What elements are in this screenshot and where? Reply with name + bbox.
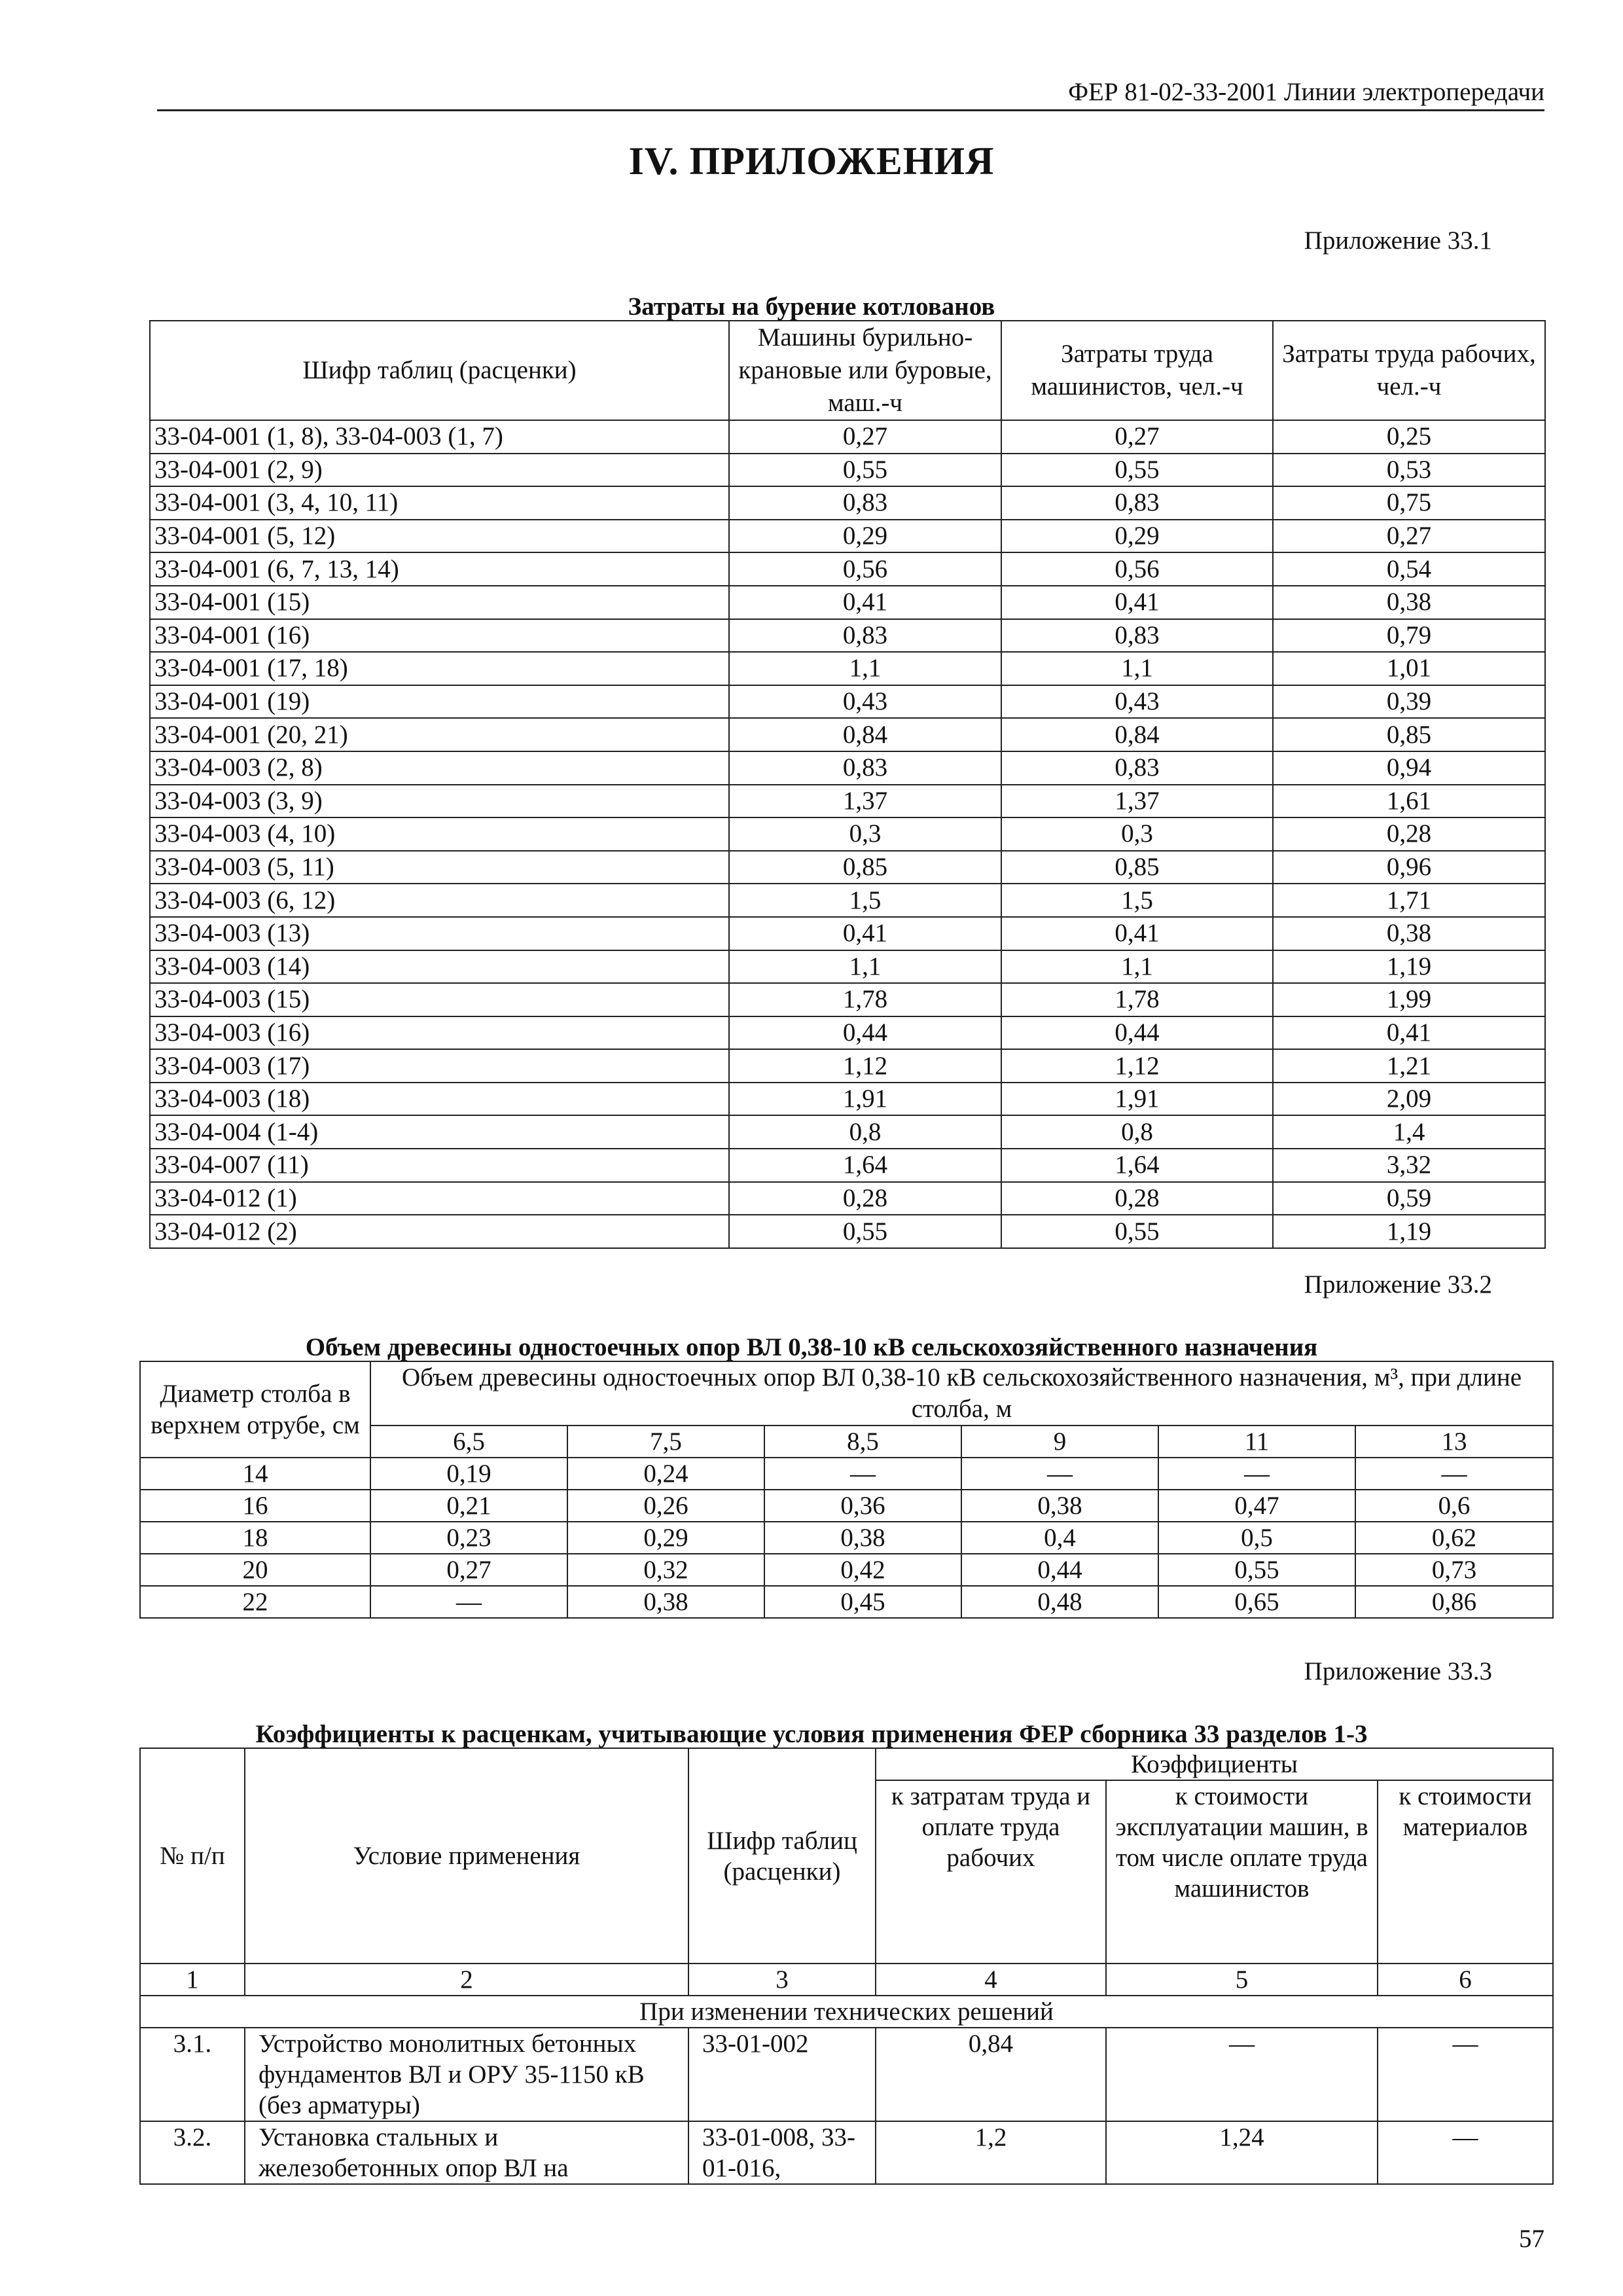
table1-cell-workers: 0,85 bbox=[1273, 718, 1545, 751]
table-row bbox=[150, 1115, 1545, 1149]
table-row bbox=[140, 2028, 1553, 2121]
table2-header-group: Объем древесины одностоечных опор ВЛ 0,38-10 кВ сельскохозяйственного назначения, м³, при длине столба, м bbox=[370, 1361, 1553, 1426]
table1-cell-workers: 1,19 bbox=[1273, 1215, 1545, 1248]
table3-header-materials: к стоимости материалов bbox=[1378, 1780, 1553, 1964]
table3-cell-num: 3.1. bbox=[140, 2028, 245, 2121]
table1-cell-code: 33-04-003 (4, 10) bbox=[150, 817, 729, 851]
table1-cell-machines: 0,44 bbox=[729, 1016, 1001, 1050]
table1-cell-workers: 0,94 bbox=[1273, 751, 1545, 785]
running-header: ФЕР 81-02-33-2001 Линии электропередачи bbox=[1068, 78, 1544, 106]
table3-header-condition: Условие применения bbox=[245, 1748, 688, 1964]
table2-cell-volume: 0,48 bbox=[961, 1586, 1158, 1618]
table-row bbox=[150, 1016, 1545, 1050]
table3-column-number: 1 bbox=[140, 1964, 245, 1996]
table-row bbox=[150, 1149, 1545, 1182]
table2-cell-volume: 0,42 bbox=[764, 1554, 961, 1586]
table3-column-numbers-row bbox=[140, 1964, 1553, 1996]
table1-cell-code: 33-04-003 (5, 11) bbox=[150, 851, 729, 884]
table1-cell-machines: 0,41 bbox=[729, 586, 1001, 619]
table1-cell-machines: 1,78 bbox=[729, 983, 1001, 1016]
table-row bbox=[150, 685, 1545, 719]
table1-cell-code: 33-04-001 (6, 7, 13, 14) bbox=[150, 552, 729, 586]
table2-cell-volume: — bbox=[1158, 1458, 1355, 1490]
table1-cell-code: 33-04-003 (17) bbox=[150, 1049, 729, 1083]
table1-cell-workers: 0,25 bbox=[1273, 420, 1545, 454]
table1-cell-machines: 1,5 bbox=[729, 884, 1001, 917]
table1-cell-operators: 0,8 bbox=[1001, 1115, 1273, 1149]
table1-cell-workers: 3,32 bbox=[1273, 1149, 1545, 1182]
table1-cell-code: 33-04-003 (14) bbox=[150, 950, 729, 984]
table3-header-labor: к затратам труда и оплате труда рабочих bbox=[876, 1780, 1106, 1964]
table2-cell-volume: 0,19 bbox=[370, 1458, 567, 1490]
table1-cell-machines: 0,8 bbox=[729, 1115, 1001, 1149]
table3-cell-labor: 1,2 bbox=[876, 2121, 1106, 2184]
appendix-label-33-1: Приложение 33.1 bbox=[1304, 226, 1492, 255]
table1-cell-workers: 1,21 bbox=[1273, 1049, 1545, 1083]
table1-cell-machines: 0,43 bbox=[729, 685, 1001, 719]
table1-cell-workers: 1,99 bbox=[1273, 983, 1545, 1016]
table1-header-operators: Затраты труда машинистов, чел.-ч bbox=[1001, 321, 1273, 420]
table2-cell-volume: — bbox=[961, 1458, 1158, 1490]
table2-length-header: 6,5 bbox=[370, 1426, 567, 1458]
table1-cell-machines: 0,83 bbox=[729, 486, 1001, 520]
table2-cell-volume: 0,36 bbox=[764, 1490, 961, 1522]
table1-cell-workers: 1,61 bbox=[1273, 785, 1545, 818]
table-row bbox=[150, 486, 1545, 520]
table1-cell-operators: 1,37 bbox=[1001, 785, 1273, 818]
table1-cell-machines: 0,27 bbox=[729, 420, 1001, 454]
table3-cell-condition: Устройство монолитных бетонных фундаментов ВЛ и ОРУ 35-1150 кВ (без арматуры) bbox=[245, 2028, 688, 2121]
table-row bbox=[150, 817, 1545, 851]
table1-cell-machines: 0,41 bbox=[729, 917, 1001, 950]
table2-cell-volume: 0,44 bbox=[961, 1554, 1158, 1586]
table-row bbox=[150, 950, 1545, 984]
table1-cell-machines: 0,3 bbox=[729, 817, 1001, 851]
table3-cell-condition: Установка стальных и железобетонных опор ВЛ на bbox=[245, 2121, 688, 2184]
table1-cell-code: 33-04-001 (16) bbox=[150, 619, 729, 653]
table1-cell-operators: 0,55 bbox=[1001, 1215, 1273, 1248]
table2-cell-volume: 0,55 bbox=[1158, 1554, 1355, 1586]
table1-cell-code: 33-04-004 (1-4) bbox=[150, 1115, 729, 1149]
table1-header-code: Шифр таблиц (расценки) bbox=[150, 321, 729, 420]
table1-cell-code: 33-04-012 (1) bbox=[150, 1182, 729, 1215]
table1-cell-machines: 1,1 bbox=[729, 652, 1001, 685]
table2-length-header: 9 bbox=[961, 1426, 1158, 1458]
table-row bbox=[150, 751, 1545, 785]
table-row bbox=[150, 851, 1545, 884]
table2-cell-volume: 0,27 bbox=[370, 1554, 567, 1586]
table1-cell-operators: 0,27 bbox=[1001, 420, 1273, 454]
table-row bbox=[150, 619, 1545, 653]
table3-column-number: 4 bbox=[876, 1964, 1106, 1996]
table1-cell-code: 33-04-001 (17, 18) bbox=[150, 652, 729, 685]
table-row bbox=[150, 1182, 1545, 1215]
table1-cell-workers: 0,96 bbox=[1273, 851, 1545, 884]
table-row bbox=[150, 520, 1545, 553]
table2-cell-volume: 0,6 bbox=[1355, 1490, 1553, 1522]
table1-cell-operators: 0,83 bbox=[1001, 619, 1273, 653]
table1-cell-code: 33-04-001 (20, 21) bbox=[150, 718, 729, 751]
table1-cell-code: 33-04-001 (3, 4, 10, 11) bbox=[150, 486, 729, 520]
table1-cell-code: 33-04-001 (15) bbox=[150, 586, 729, 619]
table1-cell-workers: 1,01 bbox=[1273, 652, 1545, 685]
table-row bbox=[140, 1490, 1553, 1522]
table-row bbox=[150, 917, 1545, 950]
table1-cell-operators: 0,29 bbox=[1001, 520, 1273, 553]
table3-cell-materials: — bbox=[1378, 2028, 1553, 2121]
table2-cell-volume: — bbox=[764, 1458, 961, 1490]
table1-cell-operators: 0,41 bbox=[1001, 586, 1273, 619]
table2-cell-diameter: 14 bbox=[140, 1458, 370, 1490]
table-row bbox=[150, 1215, 1545, 1248]
table1-cell-operators: 1,1 bbox=[1001, 950, 1273, 984]
table1-cell-machines: 0,29 bbox=[729, 520, 1001, 553]
table1-cell-code: 33-04-003 (3, 9) bbox=[150, 785, 729, 818]
table1-cell-workers: 0,27 bbox=[1273, 520, 1545, 553]
table3-cell-code: 33-01-002 bbox=[688, 2028, 876, 2121]
table-coefficients bbox=[139, 1748, 1554, 2185]
table2-cell-volume: 0,32 bbox=[567, 1554, 764, 1586]
table1-cell-code: 33-04-007 (11) bbox=[150, 1149, 729, 1182]
table1-cell-code: 33-04-003 (16) bbox=[150, 1016, 729, 1050]
table3-cell-machines: 1,24 bbox=[1106, 2121, 1378, 2184]
table1-cell-code: 33-04-012 (2) bbox=[150, 1215, 729, 1248]
table1-cell-operators: 0,83 bbox=[1001, 486, 1273, 520]
page-title: IV. ПРИЛОЖЕНИЯ bbox=[628, 139, 995, 183]
table1-cell-operators: 0,28 bbox=[1001, 1182, 1273, 1215]
table2-cell-volume: 0,65 bbox=[1158, 1586, 1355, 1618]
table-row bbox=[150, 1083, 1545, 1116]
table1-cell-code: 33-04-003 (13) bbox=[150, 917, 729, 950]
table-row bbox=[150, 454, 1545, 487]
table3-header-machines: к стоимости эксплуатации машин, в том числе оплате труда машинистов bbox=[1106, 1780, 1378, 1964]
table1-cell-machines: 0,56 bbox=[729, 552, 1001, 586]
table-row bbox=[150, 552, 1545, 586]
table1-cell-workers: 0,53 bbox=[1273, 454, 1545, 487]
table1-header-machines: Машины бурильно-крановые или буровые, маш.-ч bbox=[729, 321, 1001, 420]
table1-cell-workers: 0,38 bbox=[1273, 586, 1545, 619]
table1-cell-operators: 0,41 bbox=[1001, 917, 1273, 950]
table1-cell-operators: 0,85 bbox=[1001, 851, 1273, 884]
table-row bbox=[150, 586, 1545, 619]
table3-caption: Коэффициенты к расценкам, учитывающие условия применения ФЕР сборника 33 разделов 1-3 bbox=[255, 1720, 1368, 1748]
table1-cell-machines: 0,83 bbox=[729, 619, 1001, 653]
table1-header-row bbox=[150, 321, 1545, 420]
table-row bbox=[150, 652, 1545, 685]
appendix-label-33-3: Приложение 33.3 bbox=[1304, 1657, 1492, 1685]
table1-cell-workers: 1,19 bbox=[1273, 950, 1545, 984]
table1-cell-workers: 0,28 bbox=[1273, 817, 1545, 851]
table1-cell-machines: 0,55 bbox=[729, 454, 1001, 487]
table1-cell-operators: 1,5 bbox=[1001, 884, 1273, 917]
table1-cell-operators: 0,55 bbox=[1001, 454, 1273, 487]
table3-cell-code: 33-01-008, 33-01-016, bbox=[688, 2121, 876, 2184]
table1-cell-operators: 0,43 bbox=[1001, 685, 1273, 719]
table1-cell-machines: 1,64 bbox=[729, 1149, 1001, 1182]
table1-cell-workers: 1,4 bbox=[1273, 1115, 1545, 1149]
table-row bbox=[150, 420, 1545, 454]
table-row bbox=[150, 1049, 1545, 1083]
table1-cell-machines: 0,28 bbox=[729, 1182, 1001, 1215]
table1-cell-code: 33-04-001 (1, 8), 33-04-003 (1, 7) bbox=[150, 420, 729, 454]
table2-cell-volume: 0,4 bbox=[961, 1522, 1158, 1554]
table2-cell-volume: 0,73 bbox=[1355, 1554, 1553, 1586]
table2-cell-volume: — bbox=[370, 1586, 567, 1618]
table1-cell-code: 33-04-001 (5, 12) bbox=[150, 520, 729, 553]
table-row bbox=[140, 1586, 1553, 1618]
table3-cell-num: 3.2. bbox=[140, 2121, 245, 2184]
table3-header-num: № п/п bbox=[140, 1748, 245, 1964]
table1-cell-machines: 1,91 bbox=[729, 1083, 1001, 1116]
table3-header-code: Шифр таблиц (расценки) bbox=[688, 1748, 876, 1964]
table2-cell-diameter: 18 bbox=[140, 1522, 370, 1554]
table1-cell-operators: 0,44 bbox=[1001, 1016, 1273, 1050]
table1-cell-operators: 0,3 bbox=[1001, 817, 1273, 851]
appendix-label-33-2: Приложение 33.2 bbox=[1304, 1270, 1492, 1299]
table3-cell-labor: 0,84 bbox=[876, 2028, 1106, 2121]
table1-cell-workers: 2,09 bbox=[1273, 1083, 1545, 1116]
table1-cell-workers: 1,71 bbox=[1273, 884, 1545, 917]
table-wood-volume bbox=[139, 1361, 1554, 1619]
table2-length-header: 11 bbox=[1158, 1426, 1355, 1458]
table2-cell-volume: 0,21 bbox=[370, 1490, 567, 1522]
table1-cell-operators: 1,64 bbox=[1001, 1149, 1273, 1182]
table1-caption: Затраты на бурение котлованов bbox=[628, 293, 995, 321]
table1-cell-code: 33-04-003 (18) bbox=[150, 1083, 729, 1116]
table1-cell-workers: 0,54 bbox=[1273, 552, 1545, 586]
table1-cell-code: 33-04-001 (19) bbox=[150, 685, 729, 719]
page-number: 57 bbox=[1519, 2225, 1544, 2253]
table2-cell-volume: 0,38 bbox=[567, 1586, 764, 1618]
table2-cell-volume: — bbox=[1355, 1458, 1553, 1490]
table1-cell-machines: 0,84 bbox=[729, 718, 1001, 751]
table1-cell-operators: 0,84 bbox=[1001, 718, 1273, 751]
table1-cell-machines: 0,83 bbox=[729, 751, 1001, 785]
table-row bbox=[150, 884, 1545, 917]
table2-cell-volume: 0,23 bbox=[370, 1522, 567, 1554]
table-row bbox=[150, 983, 1545, 1016]
table1-cell-operators: 1,12 bbox=[1001, 1049, 1273, 1083]
table1-cell-code: 33-04-003 (2, 8) bbox=[150, 751, 729, 785]
table1-cell-workers: 0,79 bbox=[1273, 619, 1545, 653]
table1-cell-machines: 0,55 bbox=[729, 1215, 1001, 1248]
table1-cell-code: 33-04-001 (2, 9) bbox=[150, 454, 729, 487]
table2-cell-volume: 0,47 bbox=[1158, 1490, 1355, 1522]
table2-cell-volume: 0,5 bbox=[1158, 1522, 1355, 1554]
table1-cell-operators: 1,1 bbox=[1001, 652, 1273, 685]
table1-cell-workers: 0,39 bbox=[1273, 685, 1545, 719]
table3-column-number: 3 bbox=[688, 1964, 876, 1996]
table2-cell-volume: 0,62 bbox=[1355, 1522, 1553, 1554]
table2-cell-diameter: 16 bbox=[140, 1490, 370, 1522]
table2-length-header: 8,5 bbox=[764, 1426, 961, 1458]
table1-cell-operators: 1,78 bbox=[1001, 983, 1273, 1016]
table2-cell-volume: 0,29 bbox=[567, 1522, 764, 1554]
table2-cell-volume: 0,86 bbox=[1355, 1586, 1553, 1618]
table-row bbox=[140, 1554, 1553, 1586]
table3-cell-machines: — bbox=[1106, 2028, 1378, 2121]
table1-cell-workers: 0,38 bbox=[1273, 917, 1545, 950]
table1-header-workers: Затраты труда рабочих, чел.-ч bbox=[1273, 321, 1545, 420]
header-rule bbox=[157, 109, 1544, 111]
table-row bbox=[150, 718, 1545, 751]
table1-cell-machines: 1,1 bbox=[729, 950, 1001, 984]
table-row bbox=[140, 1522, 1553, 1554]
table1-cell-operators: 1,91 bbox=[1001, 1083, 1273, 1116]
table1-cell-workers: 0,41 bbox=[1273, 1016, 1545, 1050]
table1-cell-machines: 0,85 bbox=[729, 851, 1001, 884]
table-row bbox=[140, 1458, 1553, 1490]
table-row bbox=[150, 785, 1545, 818]
table1-cell-code: 33-04-003 (6, 12) bbox=[150, 884, 729, 917]
table3-cell-materials: — bbox=[1378, 2121, 1553, 2184]
table3-column-number: 2 bbox=[245, 1964, 688, 1996]
table2-cell-volume: 0,45 bbox=[764, 1586, 961, 1618]
table-drilling-costs bbox=[149, 320, 1546, 1249]
table3-column-number: 5 bbox=[1106, 1964, 1378, 1996]
table2-cell-volume: 0,38 bbox=[961, 1490, 1158, 1522]
table2-cell-diameter: 20 bbox=[140, 1554, 370, 1586]
table3-header-coefficients: Коэффициенты bbox=[876, 1748, 1553, 1780]
table2-cell-volume: 0,38 bbox=[764, 1522, 961, 1554]
table1-cell-workers: 0,75 bbox=[1273, 486, 1545, 520]
table1-cell-code: 33-04-003 (15) bbox=[150, 983, 729, 1016]
table2-header-diameter: Диаметр столба в верхнем отрубе, см bbox=[140, 1361, 370, 1458]
table2-length-header: 13 bbox=[1355, 1426, 1553, 1458]
table-row bbox=[140, 2121, 1553, 2184]
table3-section-title: При изменении технических решений bbox=[140, 1996, 1553, 2028]
table3-column-number: 6 bbox=[1378, 1964, 1553, 1996]
table1-cell-operators: 0,83 bbox=[1001, 751, 1273, 785]
table2-cell-volume: 0,26 bbox=[567, 1490, 764, 1522]
table1-cell-operators: 0,56 bbox=[1001, 552, 1273, 586]
table1-cell-workers: 0,59 bbox=[1273, 1182, 1545, 1215]
table2-length-header: 7,5 bbox=[567, 1426, 764, 1458]
table2-caption: Объем древесины одностоечных опор ВЛ 0,38-10 кВ сельскохозяйственного назначения bbox=[305, 1333, 1318, 1361]
table1-cell-machines: 1,37 bbox=[729, 785, 1001, 818]
table2-cell-volume: 0,24 bbox=[567, 1458, 764, 1490]
table1-cell-machines: 1,12 bbox=[729, 1049, 1001, 1083]
table2-cell-diameter: 22 bbox=[140, 1586, 370, 1618]
